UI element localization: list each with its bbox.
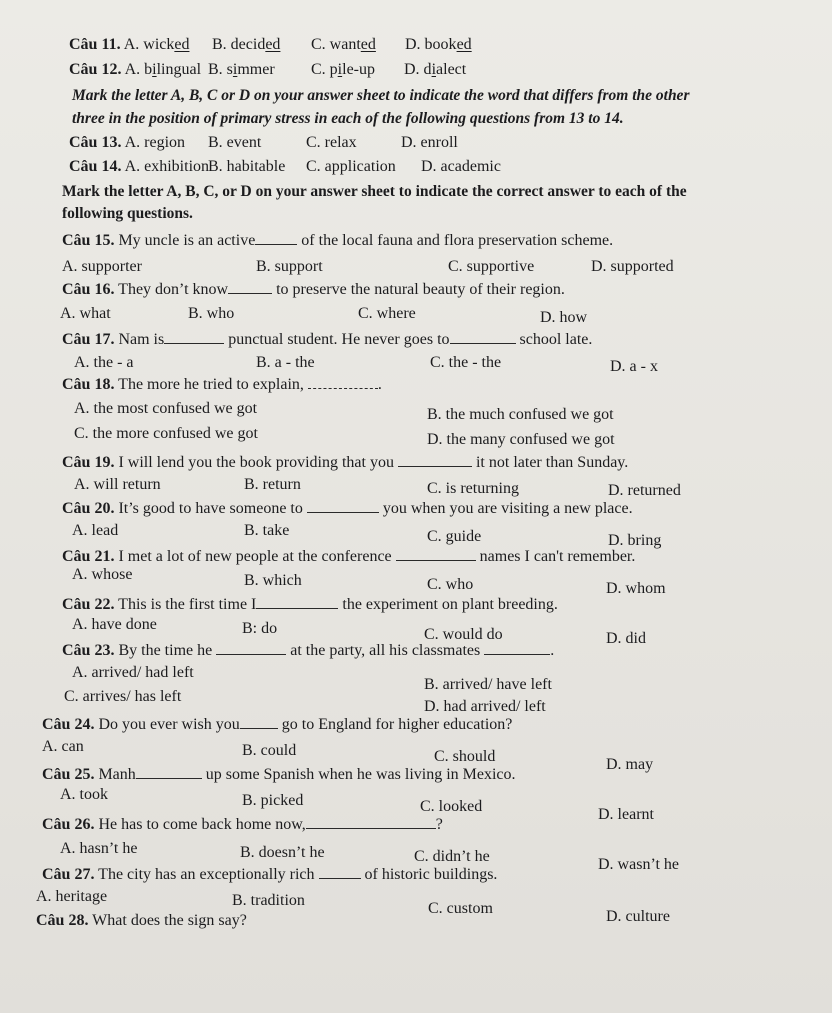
- q25-option-b: B. picked: [242, 792, 304, 809]
- q24-option-d: D. may: [606, 756, 654, 773]
- question-28: Câu 28. What does the sign say?: [36, 912, 247, 929]
- q22-option-d: D. did: [606, 630, 646, 647]
- q14-option-d: D. academic: [421, 158, 501, 175]
- q27-option-c: C. custom: [428, 900, 493, 917]
- question-22: Câu 22. This is the first time I the experiment on plant breeding.: [62, 596, 558, 613]
- question-14: Câu 14. A. exhibition: [69, 158, 210, 175]
- q12-option-b: B. simmer: [208, 61, 275, 78]
- q20-option-a: A. lead: [72, 522, 119, 539]
- q26-option-b: B. doesn’t he: [240, 844, 325, 861]
- q20-option-d: D. bring: [608, 532, 662, 549]
- q19-option-d: D. returned: [608, 482, 681, 499]
- q16-option-c: C. where: [358, 305, 416, 322]
- q17-option-c: C. the - the: [430, 354, 502, 371]
- question-19: Câu 19. I will lend you the book providing that you it not later than Sunday.: [62, 454, 629, 471]
- instruction-stress-line2: three in the position of primary stress in each of the following questions from 13 to 14.: [72, 110, 624, 127]
- q21-option-d: D. whom: [606, 580, 666, 597]
- q15-option-c: C. supportive: [448, 258, 535, 275]
- q26-option-c: C. didn’t he: [414, 848, 490, 865]
- q22-option-a: A. have done: [72, 616, 157, 633]
- q17-option-d: D. a - x: [610, 358, 658, 375]
- q14-option-c: C. application: [306, 158, 396, 175]
- instruction-stress-line1: Mark the letter A, B, C or D on your answer sheet to indicate the word that differs from the other: [72, 87, 690, 104]
- question-13: Câu 13. A. region: [69, 134, 186, 151]
- question-20: Câu 20. It’s good to have someone to you when you are visiting a new place.: [62, 500, 633, 517]
- q12-option-c: C. pile-up: [311, 61, 375, 78]
- q13-option-c: C. relax: [306, 134, 357, 151]
- question-24: Câu 24. Do you ever wish you go to England for higher education?: [42, 716, 513, 733]
- q27-option-d: D. culture: [606, 908, 670, 925]
- question-11: Câu 11. A. wicked: [69, 36, 190, 53]
- q19-option-b: B. return: [244, 476, 301, 493]
- q26-option-d: D. wasn’t he: [598, 856, 680, 873]
- q17-option-b: B. a - the: [256, 354, 315, 371]
- q18-option-a: A. the most confused we got: [74, 400, 258, 417]
- q13-option-b: B. event: [208, 134, 262, 151]
- q25-option-d: D. learnt: [598, 806, 654, 823]
- q11-option-d: D. booked: [405, 36, 472, 53]
- q25-option-a: A. took: [60, 786, 108, 803]
- q20-option-b: B. take: [244, 522, 290, 539]
- q15-option-d: D. supported: [591, 258, 674, 275]
- q22-option-b: B: do: [242, 620, 278, 637]
- q20-option-c: C. guide: [427, 528, 482, 545]
- q27-option-a: A. heritage: [36, 888, 108, 905]
- q12-option-d: D. dialect: [404, 61, 467, 78]
- q19-option-c: C. is returning: [427, 480, 519, 497]
- q23-option-b: B. arrived/ have left: [424, 676, 552, 693]
- q18-option-b: B. the much confused we got: [427, 406, 614, 423]
- q27-option-b: B. tradition: [232, 892, 305, 909]
- question-26: Câu 26. He has to come back home now, ?: [42, 816, 443, 833]
- q18-option-c: C. the more confused we got: [74, 425, 258, 442]
- q23-option-d: D. had arrived/ left: [424, 698, 546, 715]
- question-12: Câu 12. A. bilingual: [69, 61, 202, 78]
- q25-option-c: C. looked: [420, 798, 483, 815]
- q18-option-d: D. the many confused we got: [427, 431, 615, 448]
- q24-option-c: C. should: [434, 748, 496, 765]
- q22-option-c: C. would do: [424, 626, 503, 643]
- q17-option-a: A. the - a: [74, 354, 134, 371]
- q15-option-a: A. supporter: [62, 258, 142, 275]
- q26-option-a: A. hasn’t he: [60, 840, 138, 857]
- question-25: Câu 25. Manh up some Spanish when he was living in Mexico.: [42, 766, 516, 783]
- q19-option-a: A. will return: [74, 476, 161, 493]
- question-17: Câu 17. Nam is punctual student. He never goes to school late.: [62, 331, 593, 348]
- question-15: Câu 15. My uncle is an active of the local fauna and flora preservation scheme.: [62, 232, 614, 249]
- q21-option-c: C. who: [427, 576, 474, 593]
- question-16: Câu 16. They don’t know to preserve the natural beauty of their region.: [62, 281, 565, 298]
- q11-option-c: C. wanted: [311, 36, 376, 53]
- question-18: Câu 18. The more he tried to explain, .: [62, 376, 382, 393]
- q16-option-b: B. who: [188, 305, 235, 322]
- q16-option-d: D. how: [540, 309, 588, 326]
- q24-option-a: A. can: [42, 738, 84, 755]
- q21-option-a: A. whose: [72, 566, 133, 583]
- q24-option-b: B. could: [242, 742, 297, 759]
- q21-option-b: B. which: [244, 572, 302, 589]
- question-21: Câu 21. I met a lot of new people at the conference names I can't remember.: [62, 548, 636, 565]
- q23-option-a: A. arrived/ had left: [72, 664, 194, 681]
- question-23: Câu 23. By the time he at the party, all his classmates .: [62, 642, 555, 659]
- q14-option-b: B. habitable: [208, 158, 286, 175]
- q13-option-d: D. enroll: [401, 134, 458, 151]
- instruction-correct-line2: following questions.: [62, 205, 193, 222]
- question-27: Câu 27. The city has an exceptionally rich of historic buildings.: [42, 866, 498, 883]
- instruction-correct-line1: Mark the letter A, B, C, or D on your answer sheet to indicate the correct answer to each of the: [62, 183, 687, 200]
- q16-option-a: A. what: [60, 305, 111, 322]
- q11-option-b: B. decided: [212, 36, 281, 53]
- q15-option-b: B. support: [256, 258, 323, 275]
- q23-option-c: C. arrives/ has left: [64, 688, 182, 705]
